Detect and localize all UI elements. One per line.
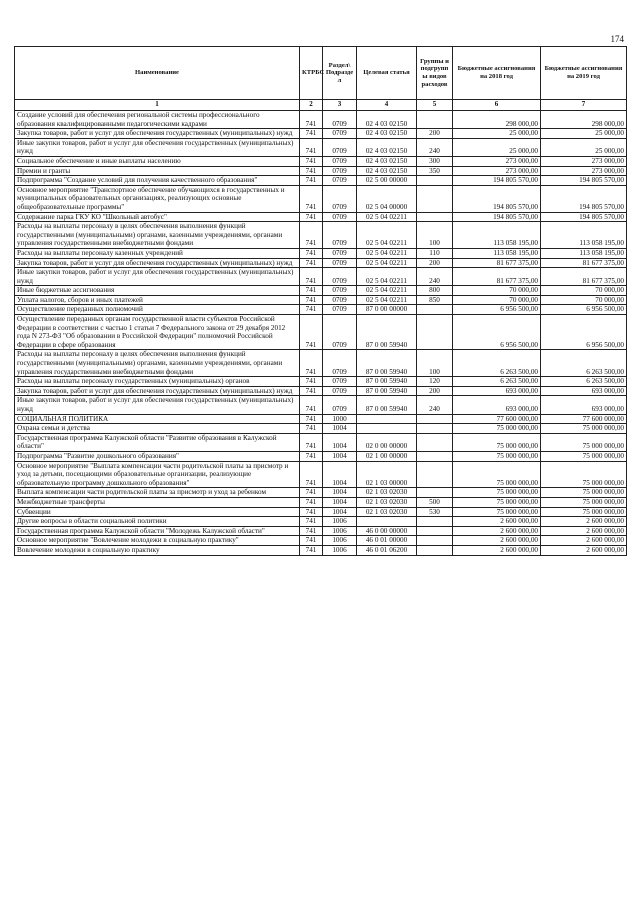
- row-amount-2019: 6 956 500,00: [541, 315, 627, 350]
- row-target: 87 0 00 59940: [357, 396, 417, 414]
- row-section: 0709: [323, 222, 357, 249]
- row-target: 02 1 03 02030: [357, 497, 417, 507]
- table-row: [15, 424, 627, 434]
- row-ktrbs: 741: [300, 536, 323, 546]
- row-group: 200: [417, 129, 453, 139]
- header-target: Целевая статья: [357, 47, 417, 100]
- table-row: [15, 305, 627, 315]
- row-amount-2018: 2 600 000,00: [453, 517, 541, 527]
- row-amount-2018: 75 000 000,00: [453, 488, 541, 498]
- table-row: [15, 286, 627, 296]
- row-amount-2019: 298 000,00: [541, 111, 627, 129]
- row-amount-2018: 81 677 375,00: [453, 258, 541, 268]
- row-ktrbs: 741: [300, 526, 323, 536]
- row-name: Иные бюджетные ассигнования: [15, 286, 300, 296]
- header-2018: Бюджетные ассигнования на 2018 год: [453, 47, 541, 100]
- table-row: [15, 156, 627, 166]
- row-ktrbs: 741: [300, 396, 323, 414]
- row-amount-2018: 298 000,00: [453, 111, 541, 129]
- table-row: [15, 526, 627, 536]
- row-ktrbs: 741: [300, 222, 323, 249]
- row-amount-2019: 194 805 570,00: [541, 176, 627, 186]
- row-amount-2019: 2 600 000,00: [541, 545, 627, 555]
- row-ktrbs: 741: [300, 212, 323, 222]
- row-name: Основное мероприятие "Вовлечение молодежи в социальную практику": [15, 536, 300, 546]
- row-amount-2019: 6 263 500,00: [541, 377, 627, 387]
- row-group: 100: [417, 222, 453, 249]
- row-target: 02 5 04 02211: [357, 248, 417, 258]
- row-name: Расходы на выплаты персоналу в целях обеспечения выполнения функций государственными (муниципальными) органами, казенными учреждениями, органами управления государственными внебюджетными фондами: [15, 350, 300, 377]
- row-name: Социальное обеспечение и иные выплаты населению: [15, 156, 300, 166]
- row-amount-2019: 70 000,00: [541, 286, 627, 296]
- row-group: 350: [417, 166, 453, 176]
- row-amount-2019: 693 000,00: [541, 386, 627, 396]
- row-amount-2019: 2 600 000,00: [541, 536, 627, 546]
- row-group: [417, 212, 453, 222]
- table-row: [15, 129, 627, 139]
- row-amount-2019: 194 805 570,00: [541, 185, 627, 212]
- row-ktrbs: 741: [300, 286, 323, 296]
- header-ktrbs: КТРБС: [300, 47, 323, 100]
- row-section: 1004: [323, 461, 357, 488]
- row-section: 1006: [323, 545, 357, 555]
- row-amount-2018: 194 805 570,00: [453, 212, 541, 222]
- row-ktrbs: 741: [300, 305, 323, 315]
- row-ktrbs: 741: [300, 185, 323, 212]
- row-amount-2018: 75 000 000,00: [453, 451, 541, 461]
- row-group: [417, 545, 453, 555]
- table-row: [15, 536, 627, 546]
- table-row: [15, 414, 627, 424]
- row-ktrbs: 741: [300, 451, 323, 461]
- row-section: 0709: [323, 166, 357, 176]
- header-row: [15, 47, 627, 100]
- row-amount-2018: 6 263 500,00: [453, 350, 541, 377]
- table-row: [15, 433, 627, 451]
- row-amount-2019: 113 058 195,00: [541, 248, 627, 258]
- row-target: 02 1 00 00000: [357, 451, 417, 461]
- row-target: 02 1 03 02030: [357, 507, 417, 517]
- row-group: [417, 536, 453, 546]
- row-amount-2018: 2 600 000,00: [453, 545, 541, 555]
- row-amount-2018: 6 263 500,00: [453, 377, 541, 387]
- table-row: [15, 222, 627, 249]
- row-target: 02 5 04 02211: [357, 268, 417, 286]
- row-target: 02 1 03 00000: [357, 461, 417, 488]
- row-amount-2019: 693 000,00: [541, 396, 627, 414]
- row-target: 46 0 01 00000: [357, 536, 417, 546]
- header-2019: Бюджетные ассигнования на 2019 год: [541, 47, 627, 100]
- table-row: [15, 138, 627, 156]
- row-ktrbs: 741: [300, 350, 323, 377]
- row-target: 02 4 03 02150: [357, 129, 417, 139]
- row-name: Расходы на выплаты персоналу государственных (муниципальных) органов: [15, 377, 300, 387]
- row-target: 02 4 03 02150: [357, 111, 417, 129]
- row-ktrbs: 741: [300, 414, 323, 424]
- table-row: [15, 166, 627, 176]
- table-row: [15, 212, 627, 222]
- row-target: 02 5 04 02211: [357, 258, 417, 268]
- row-amount-2018: 77 600 000,00: [453, 414, 541, 424]
- row-group: 110: [417, 248, 453, 258]
- row-group: [417, 424, 453, 434]
- row-amount-2019: 2 600 000,00: [541, 526, 627, 536]
- row-group: 300: [417, 156, 453, 166]
- row-amount-2018: 2 600 000,00: [453, 536, 541, 546]
- row-target: 02 4 03 02150: [357, 156, 417, 166]
- row-name: Закупка товаров, работ и услуг для обеспечения государственных (муниципальных) нужд: [15, 129, 300, 139]
- row-group: [417, 451, 453, 461]
- row-ktrbs: 741: [300, 248, 323, 258]
- row-ktrbs: 741: [300, 433, 323, 451]
- row-target: 02 0 00 00000: [357, 433, 417, 451]
- row-section: 1004: [323, 488, 357, 498]
- row-target: 02 5 04 02211: [357, 212, 417, 222]
- row-section: 0709: [323, 315, 357, 350]
- row-amount-2019: 2 600 000,00: [541, 517, 627, 527]
- row-name: Подпрограмма "Развитие дошкольного образования": [15, 451, 300, 461]
- row-name: Расходы на выплаты персоналу в целях обеспечения выполнения функций государственными (муниципальными) органами, казенными учреждениями, органами управления государственными внебюджетными фондами: [15, 222, 300, 249]
- row-ktrbs: 741: [300, 295, 323, 305]
- row-name: Другие вопросы в области социальной политики: [15, 517, 300, 527]
- row-section: 0709: [323, 305, 357, 315]
- row-name: Создание условий для обеспечения региональной системы профессионального образования квалифицированными педагогическими кадрами: [15, 111, 300, 129]
- row-group: [417, 176, 453, 186]
- row-section: 1006: [323, 526, 357, 536]
- row-section: 0709: [323, 185, 357, 212]
- row-group: 500: [417, 497, 453, 507]
- page-number: 174: [610, 34, 624, 44]
- table-row: [15, 315, 627, 350]
- row-ktrbs: 741: [300, 545, 323, 555]
- row-name: Вовлечение молодежи в социальную практику: [15, 545, 300, 555]
- table-row: [15, 295, 627, 305]
- row-target: 46 0 00 00000: [357, 526, 417, 536]
- row-section: 0709: [323, 111, 357, 129]
- row-section: 0709: [323, 156, 357, 166]
- row-amount-2018: 81 677 375,00: [453, 268, 541, 286]
- row-name: Закупка товаров, работ и услуг для обеспечения государственных (муниципальных) нужд: [15, 386, 300, 396]
- row-amount-2018: 2 600 000,00: [453, 526, 541, 536]
- table-row: [15, 111, 627, 129]
- col-number: 1: [15, 100, 300, 111]
- row-group: [417, 461, 453, 488]
- row-amount-2018: 693 000,00: [453, 396, 541, 414]
- row-ktrbs: 741: [300, 488, 323, 498]
- row-section: 0709: [323, 212, 357, 222]
- row-target: 02 5 04 02211: [357, 222, 417, 249]
- row-target: 87 0 00 00000: [357, 305, 417, 315]
- table-row: [15, 488, 627, 498]
- row-amount-2018: 194 805 570,00: [453, 176, 541, 186]
- row-ktrbs: 741: [300, 424, 323, 434]
- row-amount-2018: 273 000,00: [453, 166, 541, 176]
- header-group: Группы и подгрупп ы видов расходов: [417, 47, 453, 100]
- row-amount-2019: 75 000 000,00: [541, 507, 627, 517]
- column-number-row: [15, 100, 627, 111]
- row-group: [417, 488, 453, 498]
- row-section: 0709: [323, 129, 357, 139]
- table-row: [15, 268, 627, 286]
- row-name: Премии и гранты: [15, 166, 300, 176]
- row-ktrbs: 741: [300, 377, 323, 387]
- row-target: 87 0 00 59940: [357, 377, 417, 387]
- row-ktrbs: 741: [300, 461, 323, 488]
- row-section: 0709: [323, 377, 357, 387]
- row-name: Расходы на выплаты персоналу казенных учреждений: [15, 248, 300, 258]
- row-amount-2019: 75 000 000,00: [541, 433, 627, 451]
- row-group: 800: [417, 286, 453, 296]
- row-group: 240: [417, 268, 453, 286]
- row-amount-2018: 6 956 500,00: [453, 305, 541, 315]
- row-name: Уплата налогов, сборов и иных платежей: [15, 295, 300, 305]
- table-row: [15, 461, 627, 488]
- row-section: 0709: [323, 396, 357, 414]
- row-target: 02 4 03 02150: [357, 166, 417, 176]
- row-group: [417, 111, 453, 129]
- row-ktrbs: 741: [300, 386, 323, 396]
- row-name: Иные закупки товаров, работ и услуг для обеспечения государственных (муниципальных) нужд: [15, 268, 300, 286]
- row-target: 87 0 00 59940: [357, 386, 417, 396]
- row-name: Иные закупки товаров, работ и услуг для обеспечения государственных (муниципальных) нужд: [15, 396, 300, 414]
- col-number: 6: [453, 100, 541, 111]
- row-section: 0709: [323, 176, 357, 186]
- row-ktrbs: 741: [300, 166, 323, 176]
- row-section: 0709: [323, 286, 357, 296]
- row-section: 0709: [323, 258, 357, 268]
- row-amount-2018: 70 000,00: [453, 286, 541, 296]
- table-row: [15, 248, 627, 258]
- row-target: [357, 414, 417, 424]
- row-amount-2019: 25 000,00: [541, 138, 627, 156]
- col-number: 7: [541, 100, 627, 111]
- row-target: 02 4 03 02150: [357, 138, 417, 156]
- table-row: [15, 497, 627, 507]
- row-group: 240: [417, 138, 453, 156]
- header-name: Наименование: [15, 47, 300, 100]
- row-group: [417, 433, 453, 451]
- col-number: 2: [300, 100, 323, 111]
- row-target: 46 0 01 06200: [357, 545, 417, 555]
- row-name: Осуществление переданных органам государственной власти субъектов Российской Федерации в соответствии с частью 1 статьи 7 Федерального закона от 29 декабря 2012 года N 273-ФЗ "Об образовании в Российской Федерации" полномочий Российской Федерации в сфере образования: [15, 315, 300, 350]
- row-group: 240: [417, 396, 453, 414]
- row-amount-2019: 273 000,00: [541, 166, 627, 176]
- row-amount-2019: 70 000,00: [541, 295, 627, 305]
- row-group: [417, 315, 453, 350]
- row-section: 1006: [323, 517, 357, 527]
- table-row: [15, 377, 627, 387]
- row-section: 1004: [323, 433, 357, 451]
- row-amount-2019: 194 805 570,00: [541, 212, 627, 222]
- row-name: Осуществление переданных полномочий: [15, 305, 300, 315]
- row-amount-2018: 25 000,00: [453, 138, 541, 156]
- row-amount-2018: 75 000 000,00: [453, 461, 541, 488]
- row-section: 0709: [323, 386, 357, 396]
- row-group: [417, 526, 453, 536]
- table-row: [15, 176, 627, 186]
- row-amount-2019: 75 000 000,00: [541, 461, 627, 488]
- row-amount-2018: 693 000,00: [453, 386, 541, 396]
- row-name: Основное мероприятие "Выплата компенсации части родительской платы за присмотр и уход за детьми, посещающими образовательные организации, реализующие образовательную программу дошкольного образования": [15, 461, 300, 488]
- budget-table: [14, 46, 627, 556]
- col-number: 3: [323, 100, 357, 111]
- row-name: Закупка товаров, работ и услуг для обеспечения государственных (муниципальных) нужд: [15, 258, 300, 268]
- row-amount-2018: 113 058 195,00: [453, 222, 541, 249]
- col-number: 5: [417, 100, 453, 111]
- header-section: Раздел\ Подразде л: [323, 47, 357, 100]
- row-name: Иные закупки товаров, работ и услуг для обеспечения государственных (муниципальных) нужд: [15, 138, 300, 156]
- row-amount-2018: 25 000,00: [453, 129, 541, 139]
- row-ktrbs: 741: [300, 138, 323, 156]
- row-name: Выплата компенсации части родительской платы за присмотр и уход за ребенком: [15, 488, 300, 498]
- row-target: 02 5 00 00000: [357, 176, 417, 186]
- row-section: 0709: [323, 268, 357, 286]
- row-amount-2019: 6 956 500,00: [541, 305, 627, 315]
- row-amount-2019: 273 000,00: [541, 156, 627, 166]
- row-amount-2018: 75 000 000,00: [453, 497, 541, 507]
- row-target: 02 1 03 02030: [357, 488, 417, 498]
- table-row: [15, 451, 627, 461]
- row-group: [417, 305, 453, 315]
- row-name: Государственная программа Калужской области "Развитие образования в Калужской области": [15, 433, 300, 451]
- col-number: 4: [357, 100, 417, 111]
- row-amount-2019: 77 600 000,00: [541, 414, 627, 424]
- row-amount-2019: 75 000 000,00: [541, 488, 627, 498]
- row-group: 850: [417, 295, 453, 305]
- row-section: 0709: [323, 350, 357, 377]
- row-name: Государственная программа Калужской области "Молодежь Калужской области": [15, 526, 300, 536]
- row-target: 02 5 04 00000: [357, 185, 417, 212]
- row-ktrbs: 741: [300, 129, 323, 139]
- row-amount-2019: 75 000 000,00: [541, 497, 627, 507]
- table-row: [15, 545, 627, 555]
- row-amount-2019: 6 263 500,00: [541, 350, 627, 377]
- row-group: 100: [417, 350, 453, 377]
- row-ktrbs: 741: [300, 258, 323, 268]
- row-target: 02 5 04 02211: [357, 286, 417, 296]
- row-target: 02 5 04 02211: [357, 295, 417, 305]
- table-row: [15, 396, 627, 414]
- row-ktrbs: 741: [300, 156, 323, 166]
- row-amount-2018: 194 805 570,00: [453, 185, 541, 212]
- table-row: [15, 386, 627, 396]
- table-row: [15, 507, 627, 517]
- row-section: 0709: [323, 248, 357, 258]
- table-row: [15, 517, 627, 527]
- table-row: [15, 185, 627, 212]
- row-section: 1004: [323, 507, 357, 517]
- row-amount-2018: 273 000,00: [453, 156, 541, 166]
- row-target: 87 0 00 59940: [357, 350, 417, 377]
- row-amount-2019: 75 000 000,00: [541, 451, 627, 461]
- row-ktrbs: 741: [300, 517, 323, 527]
- row-group: [417, 414, 453, 424]
- row-ktrbs: 741: [300, 497, 323, 507]
- row-section: 0709: [323, 295, 357, 305]
- row-amount-2019: 113 058 195,00: [541, 222, 627, 249]
- row-amount-2018: 75 000 000,00: [453, 433, 541, 451]
- row-amount-2018: 75 000 000,00: [453, 424, 541, 434]
- row-name: Основное мероприятие "Транспортное обеспечение обучающихся в государственных и муниципальных образовательных организациях, реализующих основные общеобразовательные программы": [15, 185, 300, 212]
- row-name: Охрана семьи и детства: [15, 424, 300, 434]
- row-ktrbs: 741: [300, 111, 323, 129]
- row-name: Содержание парка ГКУ КО "Школьный автобус": [15, 212, 300, 222]
- row-ktrbs: 741: [300, 176, 323, 186]
- table-row: [15, 350, 627, 377]
- row-amount-2018: 113 058 195,00: [453, 248, 541, 258]
- row-ktrbs: 741: [300, 315, 323, 350]
- row-target: [357, 517, 417, 527]
- row-section: 1006: [323, 536, 357, 546]
- row-group: [417, 517, 453, 527]
- row-name: Межбюджетные трансферты: [15, 497, 300, 507]
- table-row: [15, 258, 627, 268]
- row-group: 200: [417, 386, 453, 396]
- row-section: 1000: [323, 414, 357, 424]
- row-ktrbs: 741: [300, 507, 323, 517]
- row-amount-2018: 70 000,00: [453, 295, 541, 305]
- row-amount-2018: 6 956 500,00: [453, 315, 541, 350]
- row-name: Субвенции: [15, 507, 300, 517]
- row-group: 200: [417, 258, 453, 268]
- row-group: [417, 185, 453, 212]
- row-group: 530: [417, 507, 453, 517]
- row-section: 0709: [323, 138, 357, 156]
- row-section: 1004: [323, 451, 357, 461]
- row-name: СОЦИАЛЬНАЯ ПОЛИТИКА: [15, 414, 300, 424]
- row-amount-2019: 25 000,00: [541, 129, 627, 139]
- row-amount-2018: 75 000 000,00: [453, 507, 541, 517]
- row-group: 120: [417, 377, 453, 387]
- row-section: 1004: [323, 424, 357, 434]
- row-target: [357, 424, 417, 434]
- row-section: 1004: [323, 497, 357, 507]
- row-name: Подпрограмма "Создание условий для получения качественного образования": [15, 176, 300, 186]
- row-target: 87 0 00 59940: [357, 315, 417, 350]
- row-amount-2019: 81 677 375,00: [541, 268, 627, 286]
- row-ktrbs: 741: [300, 268, 323, 286]
- row-amount-2019: 75 000 000,00: [541, 424, 627, 434]
- row-amount-2019: 81 677 375,00: [541, 258, 627, 268]
